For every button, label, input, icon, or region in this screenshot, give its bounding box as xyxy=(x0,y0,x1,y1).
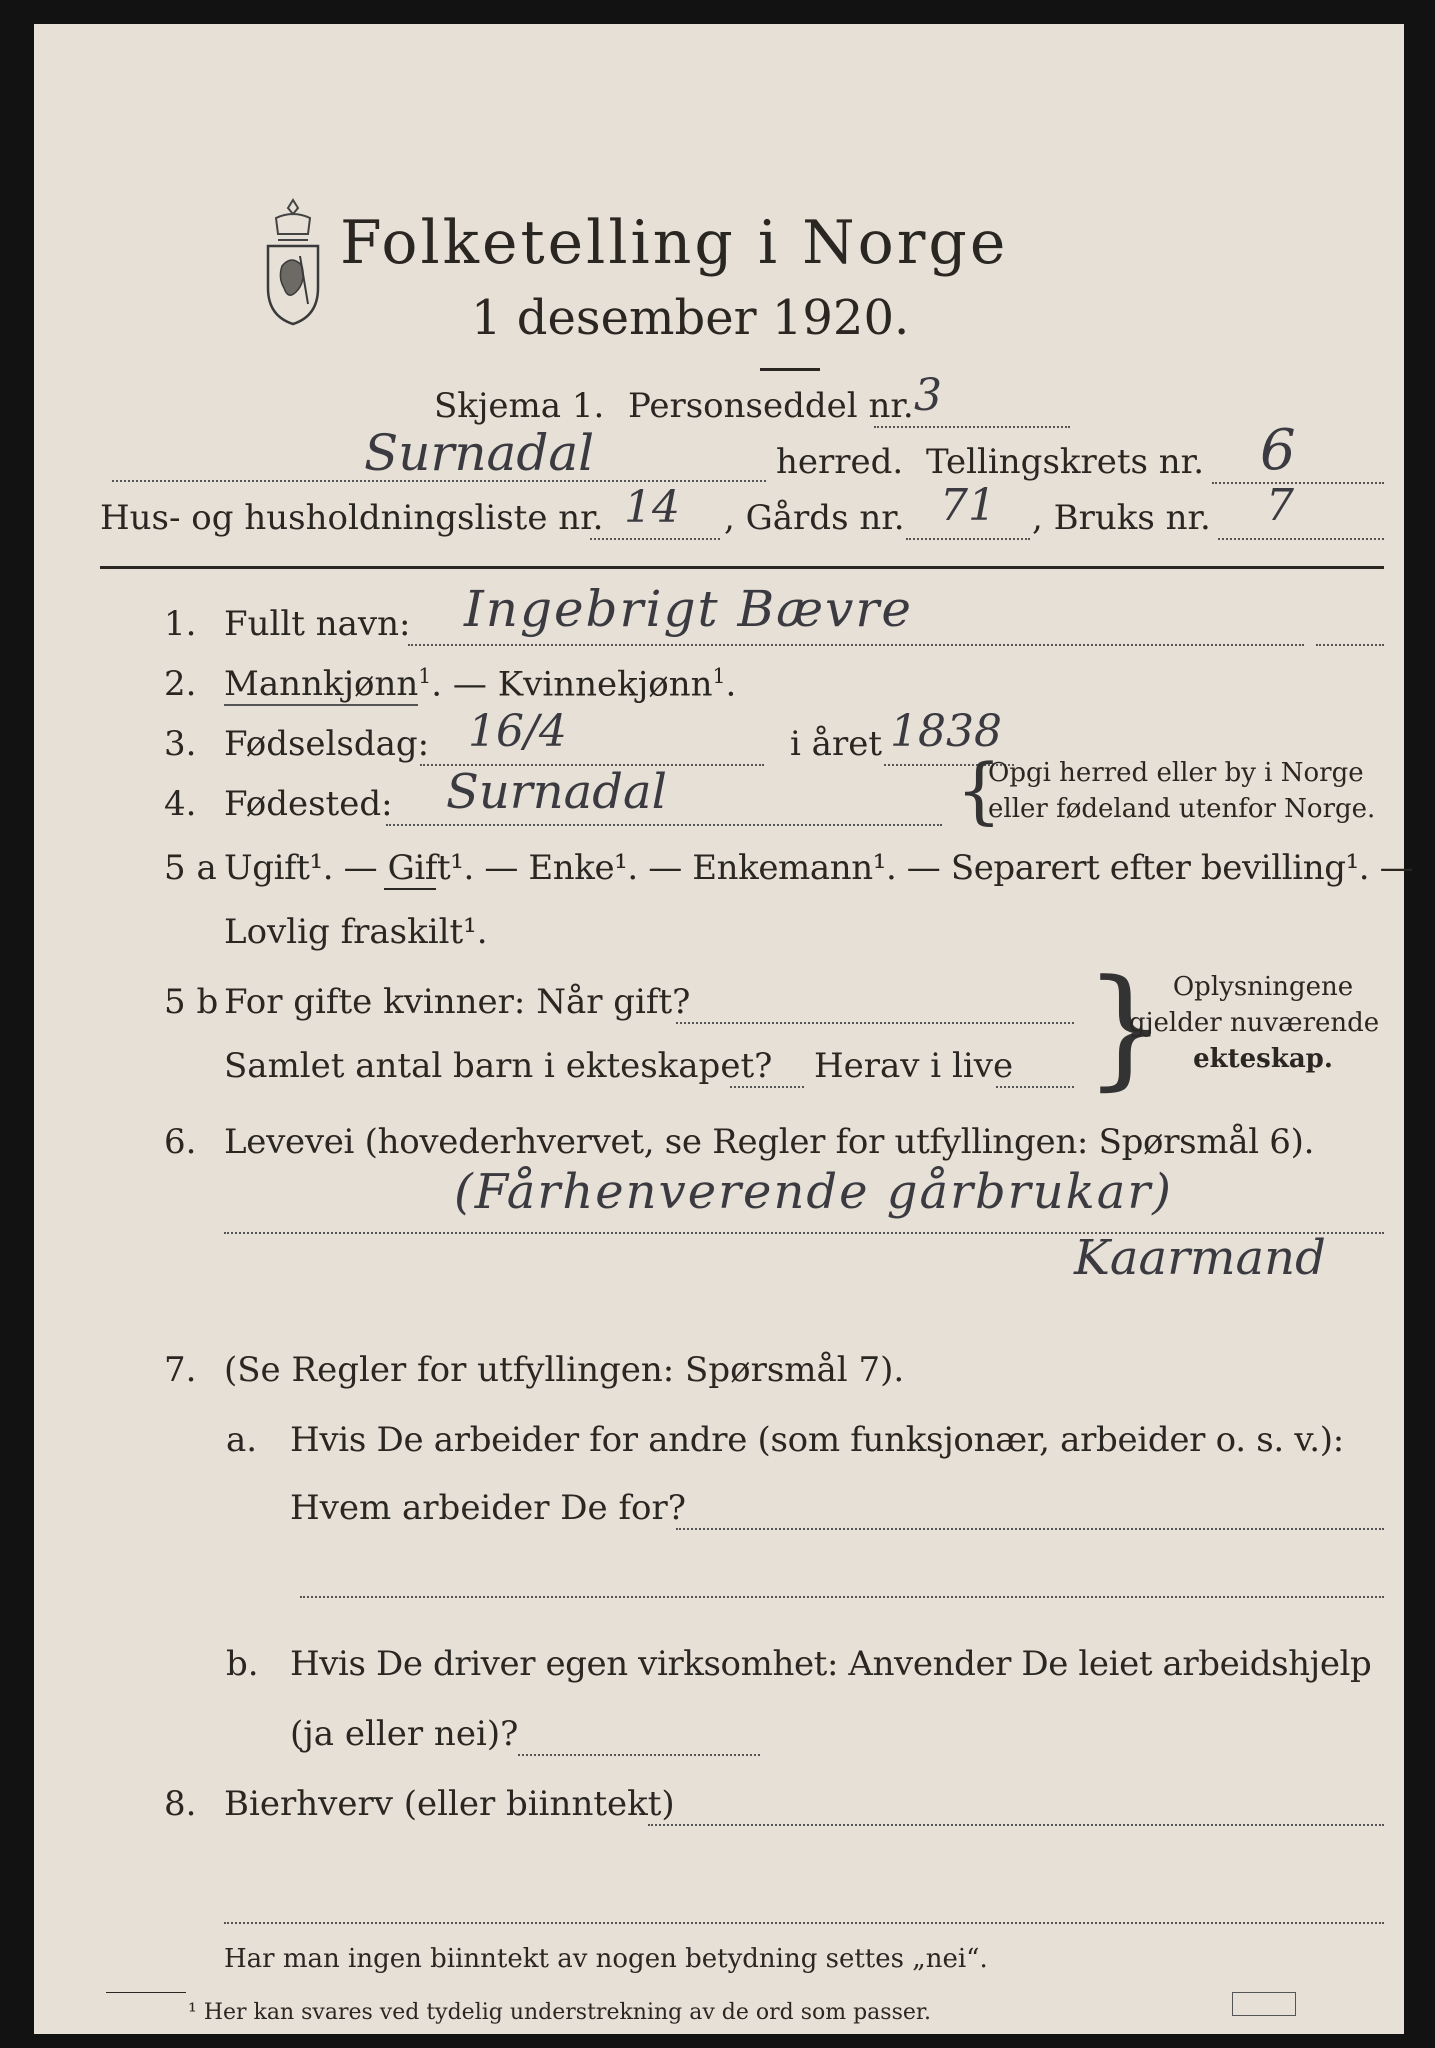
footnote-rule xyxy=(106,1992,186,1993)
q5b-note-line3: ekteskap. xyxy=(1193,1044,1333,1074)
q1-line-end xyxy=(1316,644,1384,646)
q4-brace: { xyxy=(956,748,1002,832)
title-divider xyxy=(760,368,820,371)
q5b-married-when-line xyxy=(676,1022,1074,1024)
q2-sex-options: Mannkjønn$^1$. — Kvinnekjønn$^1$. xyxy=(224,664,737,705)
q4-number: 4. xyxy=(164,784,197,824)
bruks-value[interactable]: 7 xyxy=(1266,480,1294,531)
q5b-brace: } xyxy=(1084,951,1167,1103)
footnote: ¹ Her kan svares ved tydelig understrekning av de ord som passer. xyxy=(188,2000,931,2025)
coat-of-arms-icon xyxy=(262,196,324,328)
tellingskrets-line xyxy=(1212,482,1384,484)
personseddel-value[interactable]: 3 xyxy=(914,370,942,421)
q5a-divorced-option[interactable]: Lovlig fraskilt¹. xyxy=(224,912,488,952)
q7-number: 7. xyxy=(164,1350,197,1390)
printer-stamp xyxy=(1232,1992,1296,2016)
q3-number: 3. xyxy=(164,724,197,764)
q1-label: Fullt navn: xyxy=(224,604,411,644)
q5a-marital-options[interactable]: Ugift¹. — Gift¹. — Enke¹. — Enkemann¹. — Separert efter bevilling¹. — xyxy=(224,848,1414,888)
skjema-label: Skjema 1. xyxy=(434,386,605,426)
q5b-number: 5 b xyxy=(164,982,219,1022)
q7a-employer-line xyxy=(676,1528,1384,1530)
q4-birthplace-value[interactable]: Surnadal xyxy=(446,764,667,820)
gards-value[interactable]: 71 xyxy=(940,480,996,531)
tellingskrets-label: Tellingskrets nr. xyxy=(926,442,1205,482)
q3-year-value[interactable]: 1838 xyxy=(890,706,1002,757)
q8-number: 8. xyxy=(164,1784,197,1824)
bruks-label: , Bruks nr. xyxy=(1032,498,1211,538)
q7b-letter: b. xyxy=(226,1644,259,1684)
tellingskrets-value[interactable]: 6 xyxy=(1260,418,1296,483)
footer-note: Har man ingen biinntekt av nogen betydning settes „nei“. xyxy=(224,1944,988,1974)
q5a-number: 5 a xyxy=(164,848,217,888)
q7a-letter: a. xyxy=(226,1420,258,1460)
q4-note-line1: Opgi herred eller by i Norge xyxy=(988,758,1364,788)
q7b-yesno-label: (ja eller nei)? xyxy=(290,1714,519,1754)
census-date: 1 desember 1920. xyxy=(471,290,910,346)
q5a-gift-underline xyxy=(384,888,436,890)
q4-label: Fødested: xyxy=(224,784,393,824)
q2-separator: . — xyxy=(431,664,498,705)
q6-occupation-note[interactable]: Kaarmand xyxy=(1074,1230,1326,1286)
q1-number: 1. xyxy=(164,604,197,644)
q6-number: 6. xyxy=(164,1122,197,1162)
q8-line xyxy=(648,1824,1384,1826)
q7a-employer-label: Hvem arbeider De for? xyxy=(290,1488,686,1528)
hus-line xyxy=(590,538,720,540)
personseddel-line xyxy=(874,426,1070,428)
q4-note-line2: eller fødeland utenfor Norge. xyxy=(988,794,1376,824)
q5b-married-when-label: For gifte kvinner: Når gift? xyxy=(224,982,691,1022)
q8-line-2 xyxy=(224,1922,1384,1924)
q3-year-label: i året xyxy=(790,724,882,764)
q2-number: 2. xyxy=(164,664,197,704)
q7a-employer-line-2 xyxy=(300,1596,1384,1598)
q5b-note-line1: Oplysningene xyxy=(1172,972,1354,1002)
q5b-children-label: Samlet antal barn i ekteskapet? xyxy=(224,1046,773,1086)
q7-label: (Se Regler for utfyllingen: Spørsmål 7). xyxy=(224,1350,905,1390)
census-form-sheet xyxy=(34,24,1414,2034)
gards-label: , Gårds nr. xyxy=(724,498,905,538)
q7b-yesno-line xyxy=(518,1754,760,1756)
q2-female-option[interactable]: Kvinnekjønn xyxy=(497,664,713,705)
q7b-question: Hvis De driver egen virksomhet: Anvender De leiet arbeidshjelp xyxy=(290,1644,1372,1684)
q5b-alive-label: Herav i live xyxy=(814,1046,1014,1086)
bruks-line xyxy=(1218,538,1384,540)
q2-male-option[interactable]: Mannkjønn xyxy=(224,664,419,705)
q2-end: . xyxy=(725,664,737,705)
q5b-note-line2: gjelder nuværende xyxy=(1128,1008,1380,1038)
hus-label: Hus- og husholdningsliste nr. xyxy=(100,498,604,538)
q3-label: Fødselsdag: xyxy=(224,724,430,764)
form-title: Folketelling i Norge xyxy=(340,208,1009,278)
q5b-children-line xyxy=(730,1086,804,1088)
herred-label: herred. xyxy=(776,442,904,482)
q1-line xyxy=(408,644,1304,646)
q6-label: Levevei (hovederhvervet, se Regler for utfyllingen: Spørsmål 6). xyxy=(224,1122,1315,1162)
q6-occupation-value[interactable]: (Fårhenverende gårbrukar) xyxy=(454,1164,1173,1220)
q7a-question: Hvis De arbeider for andre (som funksjonær, arbeider o. s. v.): xyxy=(290,1420,1344,1460)
q5b-alive-line xyxy=(996,1086,1074,1088)
hus-value[interactable]: 14 xyxy=(624,482,680,533)
header-rule xyxy=(100,566,1384,569)
q4-birthplace-line xyxy=(386,824,942,826)
q1-full-name-value[interactable]: Ingebrigt Bævre xyxy=(464,580,913,638)
personseddel-label: Personseddel nr. xyxy=(628,386,914,426)
q8-label: Bierhverv (eller biinntekt) xyxy=(224,1784,675,1824)
herred-value[interactable]: Surnadal xyxy=(364,424,595,482)
gards-line xyxy=(906,538,1030,540)
q3-birthday-value[interactable]: 16/4 xyxy=(468,706,567,757)
